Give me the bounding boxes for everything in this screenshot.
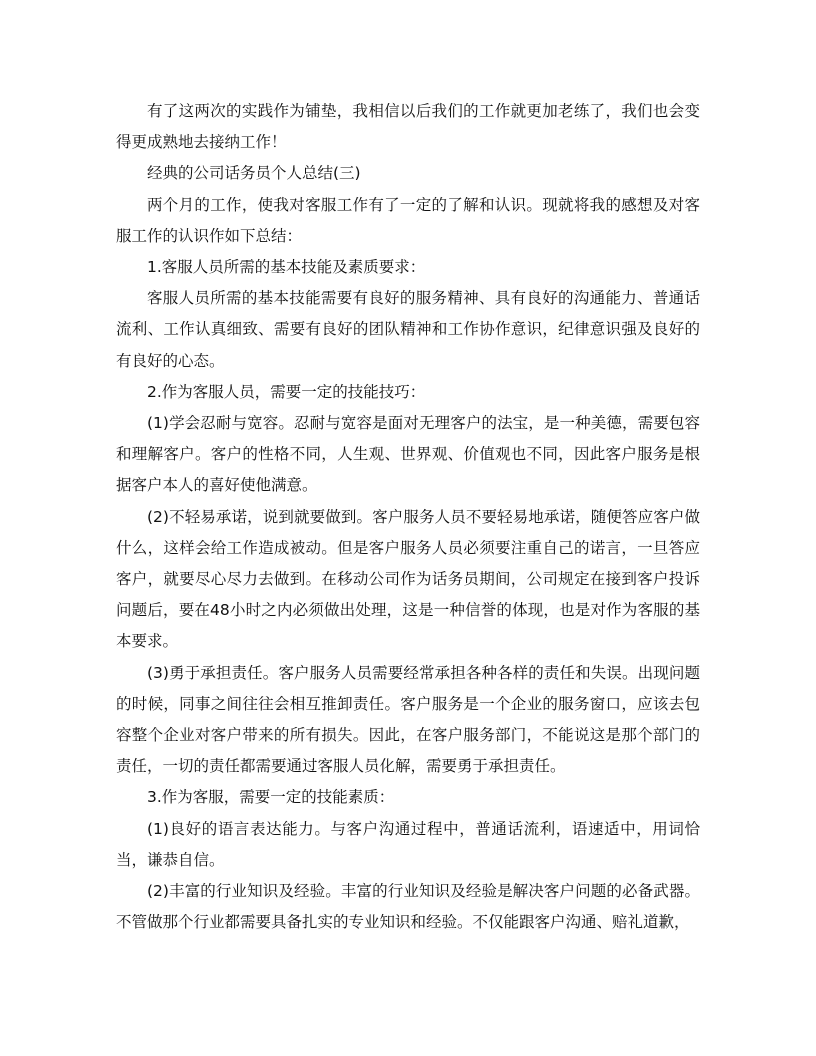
heading-skill-qualities: 3.作为客服，需要一定的技能素质：	[147, 788, 395, 807]
section-title: 经典的公司话务员个人总结(三)	[147, 164, 361, 183]
paragraph-patience: (1)学会忍耐与宽容。忍耐与宽容是面对无理客户的法宝，是一种美德，需要包容和理解客户。客户的性格不同，人生观、世界观、价值观也不同，因此客户服务是根据客户本人的喜好使他满意。	[116, 414, 700, 495]
paragraph-basic-skills: 客服人员所需的基本技能需要有良好的服务精神、具有良好的沟通能力、普通话流利、工作认真细致、需要有良好的团队精神和工作协作意识，纪律意识强及良好的有良好的心态。	[116, 289, 700, 370]
paragraph-industry-knowledge: (2)丰富的行业知识及经验。丰富的行业知识及经验是解决客户问题的必备武器。不管做那个行业都需要具备扎实的专业知识和经验。不仅能跟客户沟通、赔礼道歉，	[116, 882, 700, 932]
paragraph-intro: 两个月的工作，使我对客服工作有了一定的了解和认识。现就将我的感想及对客服工作的认识作如下总结：	[116, 195, 700, 245]
paragraph-promises: (2)不轻易承诺，说到就要做到。客户服务人员不要轻易地承诺，随便答应客户做什么，这样会给工作造成被动。但是客户服务人员必须要注重自己的诺言，一旦答应客户，就要尽心尽力去做到。在移动公司作为话务员期间，公司规定在接到客户投诉问题后，要在48小时之内必须做出处理，这是一种信誉的体现，也是对作为客服的基本要求。	[116, 507, 700, 651]
paragraph-responsibility: (3)勇于承担责任。客户服务人员需要经常承担各种各样的责任和失误。出现问题的时候，同事之间往往会相互推卸责任。客户服务是一个企业的服务窗口，应该去包容整个企业对客户带来的所有损失。因此，在客户服务部门，不能说这是那个部门的责任，一切的责任都需要通过客服人员化解，需要勇于承担责任。	[116, 663, 700, 776]
document-body	[116, 96, 700, 938]
paragraph-language: (1)良好的语言表达能力。与客户沟通过程中，普通话流利，语速适中，用词恰当，谦恭自信。	[116, 819, 700, 869]
paragraph-closing-remark: 有了这两次的实践作为铺垫，我相信以后我们的工作就更加老练了，我们也会变得更成熟地去接纳工作！	[116, 102, 700, 152]
heading-basic-skills: 1.客服人员所需的基本技能及素质要求：	[147, 258, 426, 277]
heading-skill-techniques: 2.作为客服人员，需要一定的技能技巧：	[147, 382, 426, 401]
